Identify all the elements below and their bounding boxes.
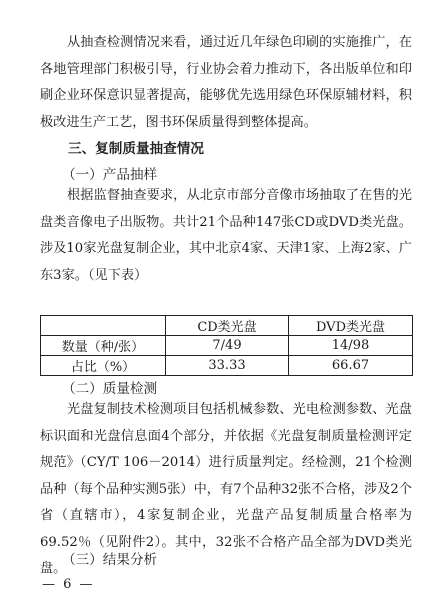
table-cell: 66.67 xyxy=(289,356,413,376)
table-cell: 14/98 xyxy=(289,336,413,356)
page-number: — 6 — xyxy=(42,577,95,592)
table-header-cell: DVD类光盘 xyxy=(289,316,413,336)
heading-section-3: 三、复制质量抽查情况 xyxy=(68,141,204,157)
table-cell: 数量（种/张） xyxy=(41,336,166,356)
paragraph-sampling: 根据监督抽查要求，从北京市部分音像市场抽取了在售的光盘类音像电子出版物。共计21个品种147张CD或DVD类光盘。涉及10家光盘复制企业，其中北京4家、天津1家、上海2家、广东3家。（见下表） xyxy=(40,188,412,283)
table-row xyxy=(41,356,413,376)
heading-result-analysis: （三）结果分析 xyxy=(62,552,158,568)
table-header-cell: CD类光盘 xyxy=(166,316,289,336)
table-cell: 33.33 xyxy=(166,356,289,376)
table-row xyxy=(41,336,413,356)
heading-quality-testing: （二）质量检测 xyxy=(62,381,158,397)
heading-product-sampling: （一）产品抽样 xyxy=(62,167,158,183)
table-cell: 7/49 xyxy=(166,336,289,356)
paragraph-intro: 从抽查检测情况来看，通过近几年绿色印刷的实施推广，在各地管理部门积极引导，行业协会着力推动下，各出版单位和印刷企业环保意识显著提高，能够优先选用绿色环保原辅材料，积极改进生产工艺，图书环保质量得到整体提高。 xyxy=(40,35,412,130)
table-cell: 占比（%） xyxy=(41,356,166,376)
table-header-row xyxy=(41,316,413,336)
paragraph-testing: 光盘复制技术检测项目包括机械参数、光电检测参数、光盘标识面和光盘信息面4个部分，并依据《光盘复制质量检测评定规范》（CY/T 106－2014）进行质量判定。经检测，21个检测品种（每个品种实测5张）中，有7个品种32张不合格，涉及2个省（直辖市），4家复制企业，光盘产品复制质量合格率为69.52％（见附件2）。其中，32张不合格产品全部为DVD类光盘。 xyxy=(40,402,412,576)
table-header-cell xyxy=(41,316,166,336)
sampling-table xyxy=(40,315,413,376)
